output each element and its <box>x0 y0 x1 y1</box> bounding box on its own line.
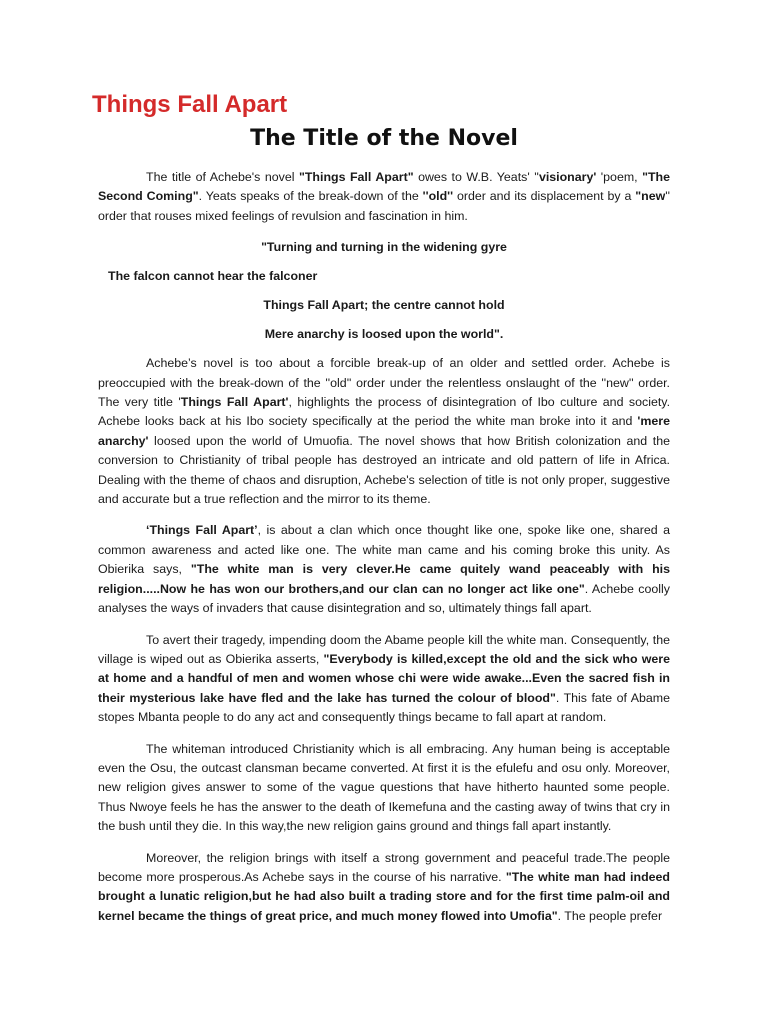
document-title: The Title of the Novel <box>250 126 518 151</box>
verse-line-3: Things Fall Apart; the centre cannot hold <box>263 298 505 313</box>
paragraph-3: ‘Things Fall Apart’, is about a clan which once thought like one, spoke like one, shared a common awareness and acted like one. The white man came and his coming broke this unity. As Obierika says, "The white man is very clever.He came quitely wand peaceably with his religion.....Now he has won our brothers,and our clan can no longer act like one". Achebe coolly analyses the ways of invaders that cause disintegration and so, ultimately things fall apart. <box>98 523 670 616</box>
paragraph-1: The title of Achebe's novel "Things Fall Apart" owes to W.B. Yeats' ''visionary' 'poem, "The Second Coming". Yeats speaks of the break-down of the ''old'' order and its displacement by a "new'' order that rouses mixed feelings of revulsion and fascination in him. <box>98 170 671 223</box>
paragraph-5: The whiteman introduced Christianity which is all embracing. Any human being is acceptable even the Osu, the outcast clansman became converted. At first it is the efulefu and osu only. Moreover, new religion gives answer to some of the vague questions that have hitherto haunted some people. Thus Nwoye feels he has the answer to the death of Ikemefuna and the casting away of twins that cry in the bush until they die. In this way,the new religion gains ground and things fall apart instantly. <box>98 741 670 834</box>
verse-line-4: Mere anarchy is loosed upon the world". <box>264 327 504 342</box>
verse-line-2: The falcon cannot hear the falconer <box>108 269 318 284</box>
verse-line-1: "Turning and turning in the widening gyre <box>261 240 507 255</box>
document-heading: Things Fall Apart <box>92 91 288 118</box>
paragraph-4: To avert their tragedy, impending doom the Abame people kill the white man. Consequently, the village is wiped out as Obierika asserts, "Everybody is killed,except the old and the sick who were at home and a handful of men and women whose chi were wide awake...Even the sacred fish in their mysterious lake have fled and the lake has turned the colour of blood". This fate of Abame stopes Mbanta people to do any act and consequently things became to fall apart at random. <box>98 632 670 725</box>
paragraph-6: Moreover, the religion brings with itself a strong government and peaceful trade.The people become more prosperous.As Achebe says in the course of his narrative. "The white man had indeed brought a lunatic religion,but he had also built a trading store and for the first time palm-oil and kernel became the things of great price, and much money flowed into Umofia". The people prefer <box>98 850 670 923</box>
paragraph-2: Achebe’s novel is too about a forcible break-up of an older and settled order. Achebe is preoccupied with the break-down of the ''old'' order under the relentless onslaught of the ''new'' order. The very title 'Things Fall Apart', highlights the process of disintegration of Ibo culture and society. Achebe looks back at his Ibo society specifically at the period the white man broke into it and 'mere anarchy' loosed upon the world of Umuofia. The novel shows that how British colonization and the conversion to Christianity of tribal people has destroyed an intricate and old pattern of life in Africa. Dealing with the theme of chaos and disruption, Achebe's selection of title is not only proper, suggestive and accurate but a true reflection and the mirror to its theme. <box>98 356 671 507</box>
